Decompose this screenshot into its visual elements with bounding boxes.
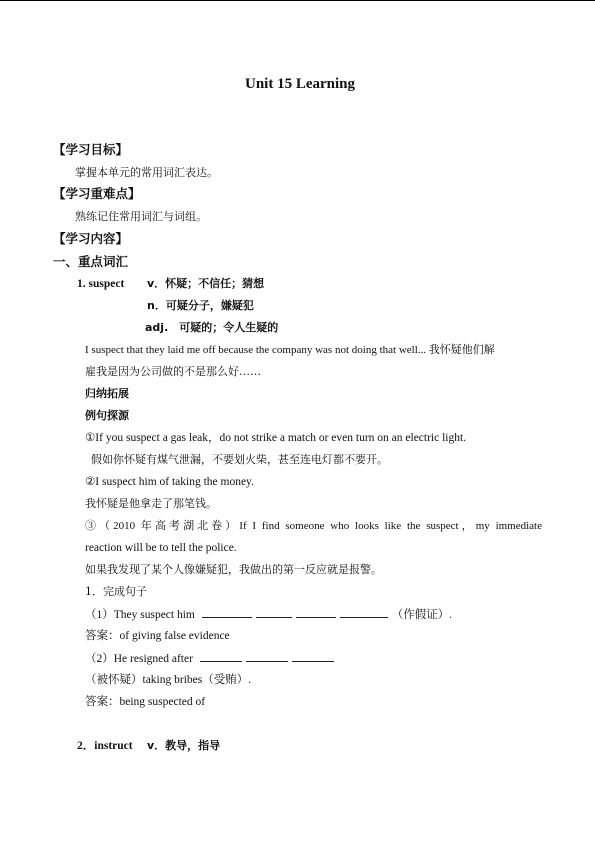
example-2-cn: 我怀疑是他拿走了那笔钱。: [85, 497, 217, 510]
vocab-word-suspect: 1. suspect: [77, 278, 125, 290]
example-1-en: ①If you suspect a gas leak，do not strike a match or even turn on an electric light.: [85, 432, 467, 444]
exercise-q1-hint: （作假证）.: [391, 609, 453, 621]
answer-blank[interactable]: [296, 607, 336, 618]
key-points-heading: 【学习重难点】: [53, 186, 141, 201]
suspect-adj-sense: adj. 可疑的；令人生疑的: [145, 321, 279, 334]
content-heading: 【学习内容】: [53, 231, 129, 246]
expand-label: 归纳拓展: [85, 387, 129, 400]
page-title: Unit 15 Learning: [245, 76, 356, 92]
instruct-verb-sense: v．教导，指导: [147, 739, 221, 752]
exercise-q2: [85, 651, 338, 666]
page-top-border: [0, 0, 595, 1]
exercise-q2-line2: （被怀疑）taking bribes（受贿）.: [85, 674, 252, 686]
answer-blank[interactable]: [200, 651, 242, 662]
example-3-en-line1: ③（2010 年高考湖北卷）If I find someone who looks like the suspect，my immediate: [85, 520, 542, 532]
key-points-text: 熟练记住常用词汇与词组。: [75, 210, 207, 223]
exercise-a2: 答案：being suspected of: [85, 696, 206, 708]
exercise-q1-prefix: （1）They suspect him: [85, 609, 195, 621]
suspect-noun-sense: n．可疑分子，嫌疑犯: [147, 299, 254, 312]
answer-blank[interactable]: [340, 607, 388, 618]
answer-blank[interactable]: [292, 651, 334, 662]
example-3-en-line2: reaction will be to tell the police.: [85, 542, 237, 554]
example-sentence-en: I suspect that they laid me off because the company was not doing that well... 我怀疑他们解: [85, 344, 495, 356]
part-one-heading: 一、重点词汇: [53, 254, 129, 269]
answer-blank[interactable]: [202, 607, 252, 618]
exercise-q1: [85, 607, 452, 622]
answer-blank[interactable]: [246, 651, 288, 662]
example-1-cn: 假如你怀疑有煤气泄漏，不要划火柴，甚至连电灯都不要开。: [91, 453, 388, 466]
exercise-q2-prefix: （2）He resigned after: [85, 653, 193, 665]
example-sentence-cn: 雇我是因为公司做的不是那么好……: [85, 365, 261, 378]
vocab-word-instruct: 2．instruct: [77, 740, 133, 752]
example-3-cn: 如果我发现了某个人像嫌疑犯，我做出的第一反应就是报警。: [85, 563, 382, 576]
goal-text: 掌握本单元的常用词汇表达。: [75, 166, 218, 179]
answer-blank[interactable]: [256, 607, 292, 618]
exercise-a1: 答案：of giving false evidence: [85, 630, 230, 642]
examples-label: 例句探源: [85, 409, 129, 422]
goal-heading: 【学习目标】: [53, 142, 129, 157]
example-2-en: ②I suspect him of taking the money.: [85, 476, 254, 488]
exercise-heading: 1．完成句子: [85, 585, 147, 598]
suspect-verb-sense: v．怀疑；不信任；猜想: [147, 277, 265, 290]
